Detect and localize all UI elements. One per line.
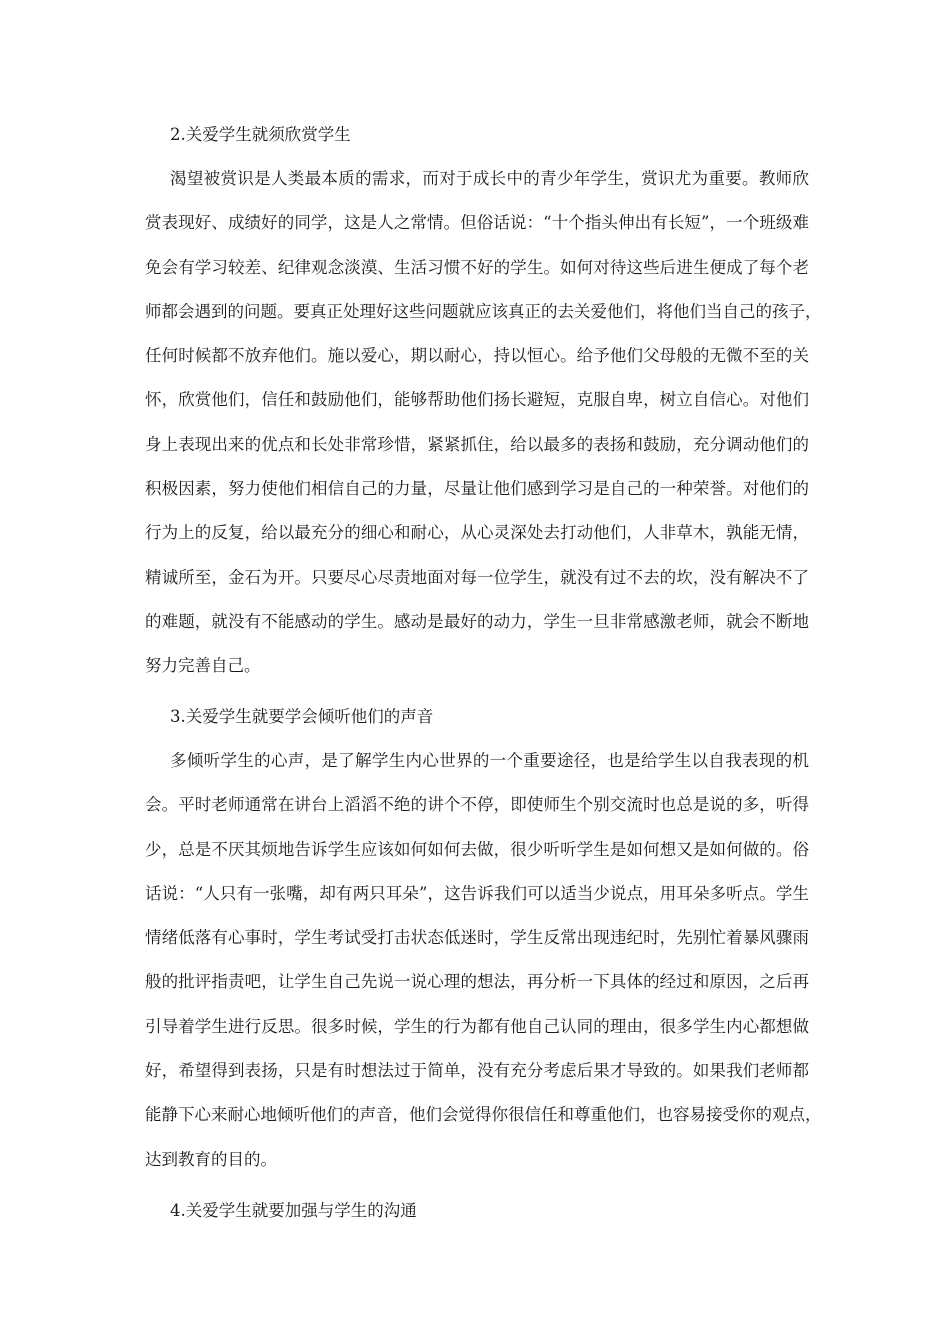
paragraph-line: 话说：“人只有一张嘴，却有两只耳朵”，这告诉我们可以适当少说点，用耳朵多听点。学生 (145, 883, 809, 903)
paragraph-line: 达到教育的目的。 (145, 1149, 277, 1169)
paragraph-line: 引导着学生进行反思。很多时候，学生的行为都有他自己认同的理由，很多学生内心都想做 (145, 1016, 809, 1036)
paragraph-listen-to-students (145, 750, 822, 1193)
paragraph-line: 渴望被赏识是人类最本质的需求，而对于成长中的青少年学生，赏识尤为重要。教师欣 (170, 169, 809, 188)
section-heading-2: 2.关爱学生就须欣赏学生 (170, 125, 351, 144)
section-heading-3: 3.关爱学生就要学会倾听他们的声音 (170, 707, 434, 726)
paragraph-line: 努力完善自己。 (145, 656, 261, 676)
paragraph-line: 赏表现好、成绩好的同学，这是人之常情。但俗话说：“十个指头伸出有长短”，一个班级难 (145, 213, 809, 233)
paragraph-line: 行为上的反复，给以最充分的细心和耐心，从心灵深处去打动他们，人非草木，孰能无情， (145, 523, 809, 543)
paragraph-line: 身上表现出来的优点和长处非常珍惜，紧紧抓住，给以最多的表扬和鼓励，充分调动他们的 (145, 434, 809, 454)
paragraph-line: 多倾听学生的心声，是了解学生内心世界的一个重要途径，也是给学生以自我表现的机 (170, 751, 809, 770)
paragraph-line: 怀，欣赏他们，信任和鼓励他们，能够帮助他们扬长避短，克服自卑，树立自信心。对他们 (145, 390, 809, 410)
paragraph-line: 好，希望得到表扬，只是有时想法过于简单，没有充分考虑后果才导致的。如果我们老师都 (145, 1061, 809, 1081)
paragraph-line: 任何时候都不放弃他们。施以爱心，期以耐心，持以恒心。给予他们父母般的无微不至的关 (145, 346, 809, 366)
paragraph-line: 精诚所至，金石为开。只要尽心尽责地面对每一位学生，就没有过不去的坎，没有解决不了 (145, 567, 809, 587)
paragraph-line: 免会有学习较差、纪律观念淡漠、生活习惯不好的学生。如何对待这些后进生便成了每个老 (145, 257, 809, 277)
paragraph-line: 积极因素，努力使他们相信自己的力量，尽量让他们感到学习是自己的一种荣誉。对他们的 (145, 479, 809, 499)
paragraph-line: 少，总是不厌其烦地告诉学生应该如何如何去做，很少听听学生是如何想又是如何做的。俗 (145, 839, 809, 859)
paragraph-line: 能静下心来耐心地倾听他们的声音，他们会觉得你很信任和尊重他们，也容易接受你的观点， (145, 1105, 822, 1125)
paragraph-line: 情绪低落有心事时，学生考试受打击状态低迷时，学生反常出现违纪时，先别忙着暴风骤雨 (145, 928, 809, 948)
paragraph-line: 师都会遇到的问题。要真正处理好这些问题就应该真正的去关爱他们，将他们当自己的孩子， (145, 301, 822, 321)
paragraph-line: 般的批评指责吧，让学生自己先说一说心理的想法，再分析一下具体的经过和原因，之后再 (145, 972, 809, 992)
paragraph-appreciate-students (145, 168, 822, 700)
section-heading-4: 4.关爱学生就要加强与学生的沟通 (170, 1201, 417, 1220)
paragraph-line: 的难题，就没有不能感动的学生。感动是最好的动力，学生一旦非常感激老师，就会不断地 (145, 611, 809, 631)
paragraph-line: 会。平时老师通常在讲台上滔滔不绝的讲个不停，即使师生个别交流时也总是说的多，听得 (145, 795, 809, 815)
